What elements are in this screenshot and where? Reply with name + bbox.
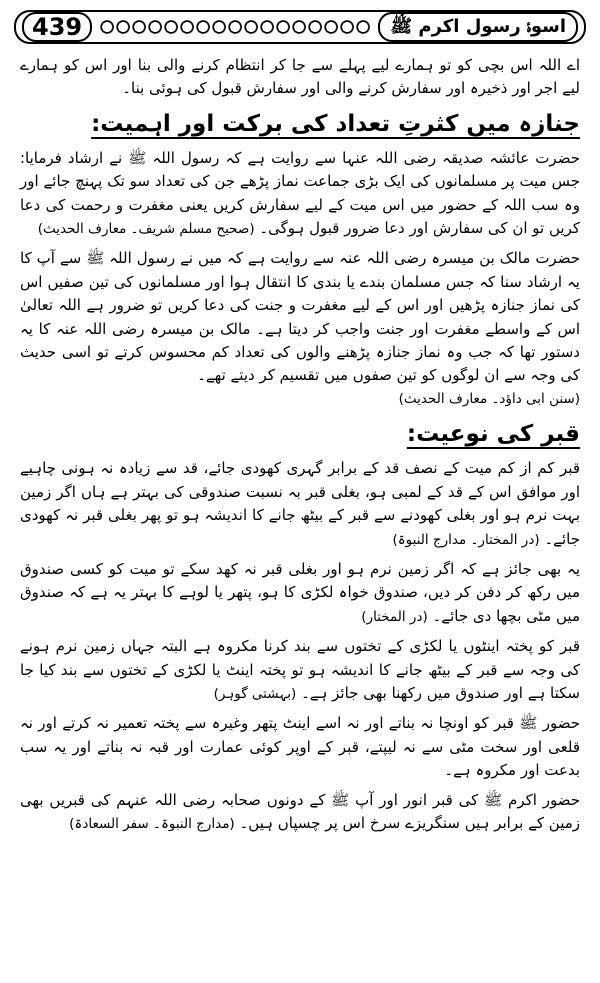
paragraph-text: قبر کو پختہ اینٹوں یا لکڑی کے تختوں سے بند کرنا مکروہ ہے البتہ جہاں زمین نرم ہونے کی وجہ سے قبر کے بیٹھ جانے کا اندیشہ ہو تو پختہ اینٹ یا لکڑی کے تختوں سے بند کیا جا سکتا ہے اور صندوق میں رکھنا بھی جائز ہے۔ bbox=[20, 637, 580, 702]
reference: (بہشتی گوہر) bbox=[213, 685, 297, 702]
hadith-aisha-paragraph bbox=[20, 147, 580, 242]
intro-paragraph: اے اللہ اس بچی کو تو ہمارے لیے پہلے سے جا کر انتظام کرنے والی بنا اور اس کو ہمارے لیے اجر اور ذخیرہ اور سفارش کرنے والی اور سفارش قبول کی ہوئی بنا۔ bbox=[20, 56, 580, 98]
reference: (در المختار) bbox=[361, 608, 428, 625]
bricks-paragraph bbox=[20, 635, 580, 706]
reference: (در المختار۔ مدارج النبوۃ) bbox=[392, 531, 540, 548]
coffin-paragraph bbox=[20, 558, 580, 629]
reference: (سنن ابی داؤد۔ معارف الحدیث) bbox=[398, 390, 580, 407]
section-heading-grave: قبر کی نوعیت: bbox=[406, 421, 580, 448]
hadith-malik-paragraph: حضرت مالک بن میسرہ رضی اللہ عنہ سے روایت ہے کہ میں نے رسول اللہ ﷺ سے آپ کا یہ ارشاد سنا کہ جس مسلمان بندے یا بندی کا انتقال ہوا اور مسلمانوں کی تین صفیں اس کی نماز جنازہ پڑھیں اور اس کے لیے مغفرت و جنت کی دعا کریں تو ضرور ہے اللہ تعالیٰ اس کے واسطے مغفرت اور جنت واجب کر دیتا ہے۔ مالک بن میسرہ رضی اللہ عنہ کا یہ دستور تھا کہ جب وہ نماز جنازہ پڑھنے والوں کی تعداد کم محسوس کرتے تو اسی حدیث کی وجہ سے ان لوگوں کو تین صفوں میں تقسیم کر دیتے تھے۔ bbox=[20, 249, 580, 385]
grave-depth-paragraph bbox=[20, 457, 580, 552]
page-body bbox=[20, 54, 580, 836]
reference: (مدارج النبوۃ۔ سفر السعادۃ) bbox=[69, 815, 235, 832]
reference: (صحیح مسلم شریف۔ معارف الحدیث) bbox=[37, 221, 255, 238]
page-header bbox=[14, 10, 586, 44]
book-title: اسوۂ رسول اکرم ﷺ bbox=[378, 12, 578, 42]
paragraph-text: یہ بھی جائز ہے کہ اگر زمین نرم ہو اور بغلی قبر نہ کھد سکے تو میت کو کسی صندوق میں رکھ کر دفن کر دیں، صندوق خواہ لکڑی کا ہو، پتھر یا لوہے کا بہتر یہ ہے کہ صندوق میں مٹی بچھا دی جائے۔ bbox=[20, 559, 580, 625]
paragraph-text: قبر کم از کم میت کے نصف قد کے برابر گہری کھودی جائے، قد سے زیادہ نہ ہونی چاہیے اور موافق اس کے قد کے لمبی ہو، بغلی قبر بہ نسبت صندوقی کی بہتر ہے ہاں اگر زمین بہت نرم ہو اور بغلی کھودنے سے قبر کے بیٹھ جانے کا اندیشہ ہو تو پھر بغلی قبر نہ کھودی جائے۔ bbox=[20, 459, 580, 548]
decorative-border bbox=[100, 18, 370, 36]
prophet-grave-height-paragraph: حضور ﷺ قبر کو اونچا نہ بناتے اور نہ اسے اینٹ پتھر وغیرہ سے پختہ تعمیر نہ کرتے اور نہ قلعی اور سخت مٹی سے نہ لیپتے، قبر کے اوپر کوئی عمارت اور قبہ نہ بناتے اور یہ سب بدعت اور مکروہ ہے۔ bbox=[20, 714, 580, 780]
prophet-grave-paragraph bbox=[20, 789, 580, 837]
section-heading-funeral: جنازہ میں کثرتِ تعداد کی برکت اور اہمیت: bbox=[91, 110, 580, 137]
paragraph-text: حضور اکرم ﷺ کی قبر انور اور آپ ﷺ کے دونوں صحابہ رضی اللہ عنہم کی قبریں بھی زمین کے برابر ہیں سنگریزے سرخ اس پر چسپاں ہیں۔ bbox=[20, 790, 580, 832]
page-number: 439 bbox=[22, 12, 92, 42]
paragraph-text: حضرت عائشہ صدیقہ رضی اللہ عنہا سے روایت ہے کہ رسول اللہ ﷺ نے ارشاد فرمایا: جس میت پر مسلمانوں کی ایک بڑی جماعت نماز پڑھے جن کی تعداد سو تک پہنچ جائے اور وہ سب اللہ کے حضور میں اس میت کے لیے سفارش کریں یعنی مغفرت و رحمت کی دعا کریں تو ان کی سفارش اور دعا ضرور قبول ہوگی۔ bbox=[20, 148, 580, 238]
